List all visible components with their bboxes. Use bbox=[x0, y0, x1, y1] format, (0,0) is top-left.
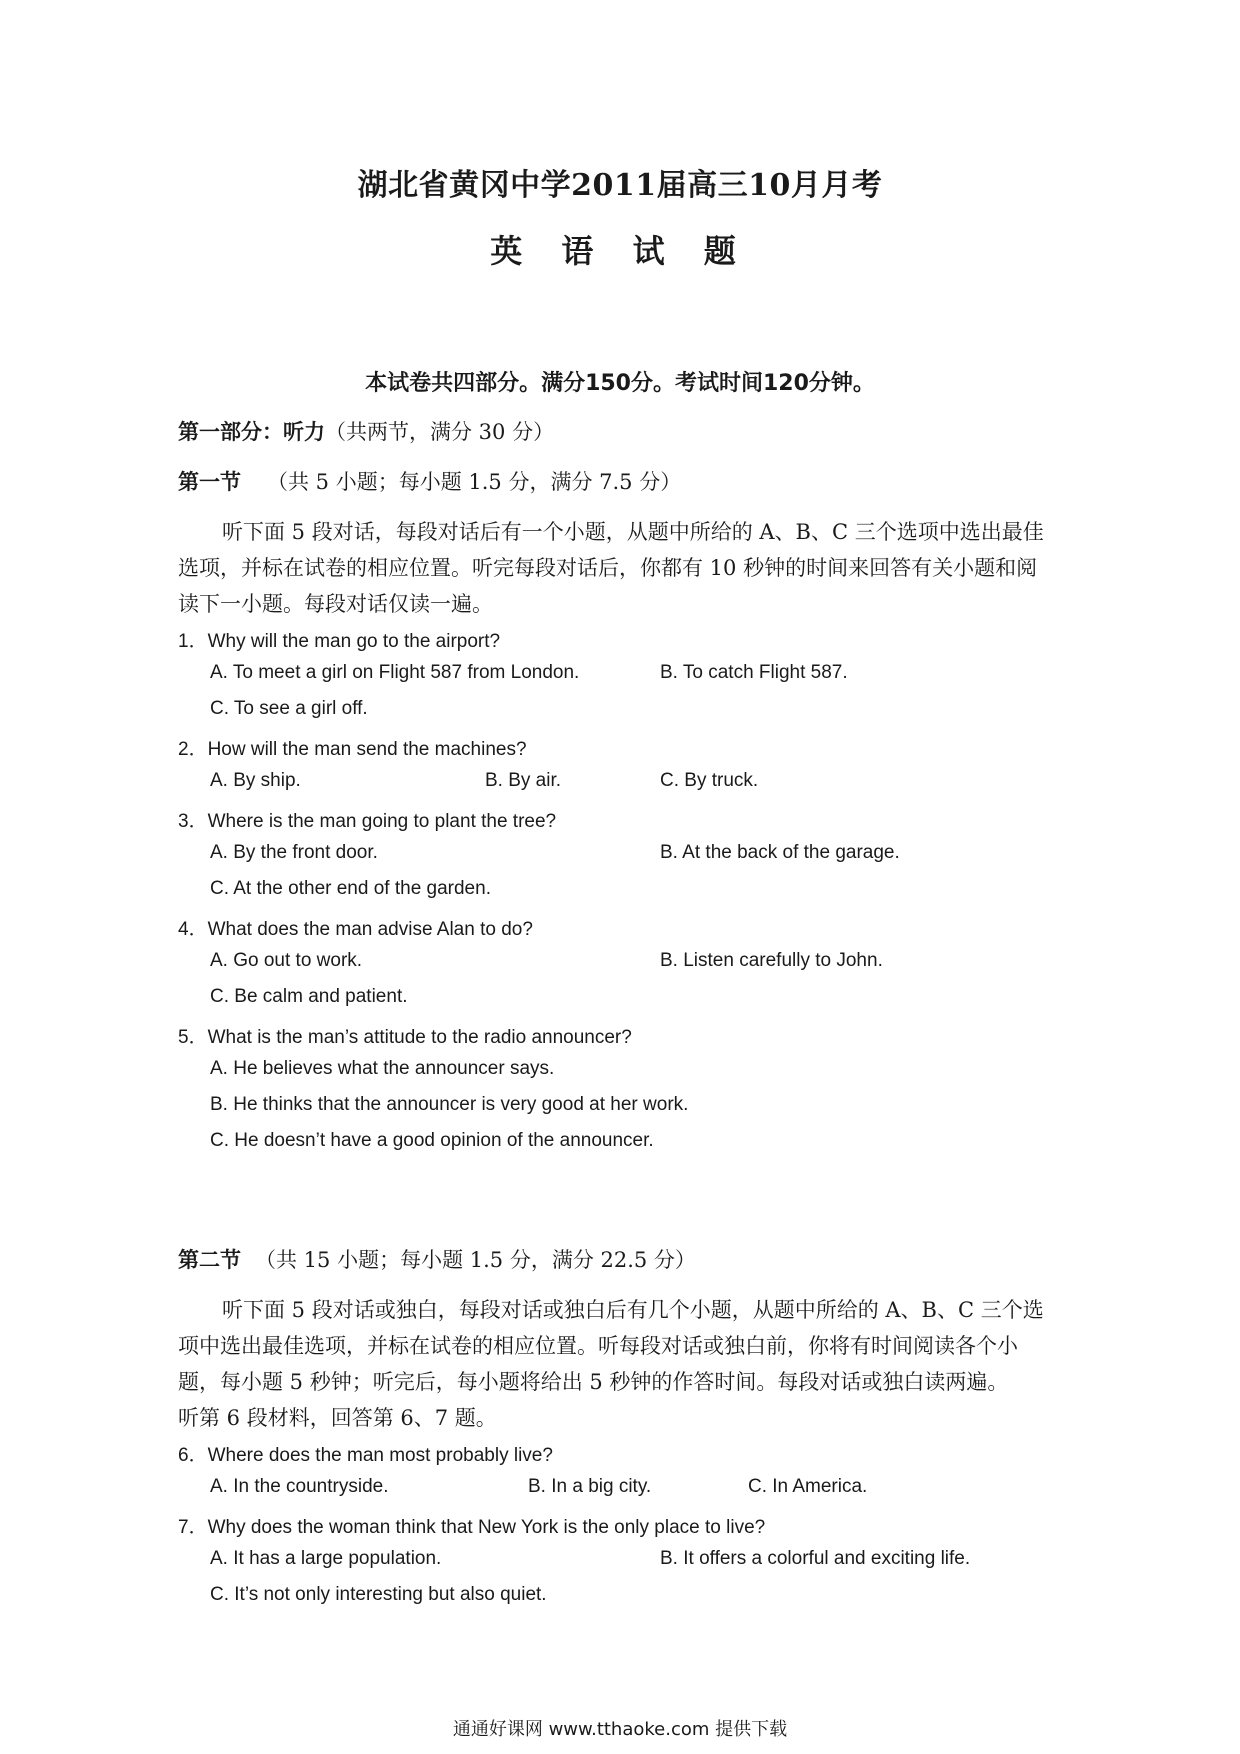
section2-note: （共 15 小题；每小题 1.5 分，满分 22.5 分） bbox=[255, 1248, 696, 1272]
question-text: Why will the man go to the airport? bbox=[207, 631, 501, 652]
option-c: C. To see a girl off. bbox=[210, 698, 368, 719]
question-6 bbox=[178, 1440, 553, 1467]
option-b: B. Listen carefully to John. bbox=[660, 950, 883, 971]
option-b: B. He thinks that the announcer is very good at her work. bbox=[210, 1094, 689, 1115]
option-a: A. It has a large population. bbox=[210, 1548, 442, 1569]
option-b: B. In a big city. bbox=[528, 1476, 652, 1497]
material-6-label: 听第 6 段材料，回答第 6、7 题。 bbox=[178, 1406, 497, 1430]
option-c: C. It’s not only interesting but also quiet. bbox=[210, 1584, 547, 1605]
option-a: A. By the front door. bbox=[210, 842, 378, 863]
exam-intro: 本试卷共四部分。满分150分。考试时间120分钟。 bbox=[365, 371, 875, 396]
question-text: Why does the woman think that New York is the only place to live? bbox=[207, 1517, 766, 1538]
part1-heading-line bbox=[178, 416, 554, 446]
section2-instructions-2: 项中选出最佳选项，并标在试卷的相应位置。听每段对话或独白前，你将有时间阅读各个小 bbox=[178, 1334, 1018, 1358]
exam-subtitle: 英 语 试 题 bbox=[490, 232, 750, 270]
section1-instructions-3: 读下一小题。每段对话仅读一遍。 bbox=[178, 592, 493, 616]
option-a: A. By ship. bbox=[210, 770, 301, 791]
option-b: B. By air. bbox=[485, 770, 562, 791]
section2-instructions-3: 题，每小题 5 秒钟；听完后，每小题将给出 5 秒钟的作答时间。每段对话或独白读两遍。 bbox=[178, 1370, 1009, 1394]
part1-note: （共两节，满分 30 分） bbox=[325, 420, 555, 444]
option-b: B. To catch Flight 587. bbox=[660, 662, 848, 683]
question-5 bbox=[178, 1022, 632, 1049]
option-c: C. Be calm and patient. bbox=[210, 986, 408, 1007]
option-b: B. At the back of the garage. bbox=[660, 842, 900, 863]
section2-heading: 第二节 bbox=[178, 1248, 241, 1272]
option-a: A. Go out to work. bbox=[210, 950, 363, 971]
question-number: 3． bbox=[178, 811, 208, 832]
footer-text: 通通好课网 www.tthaoke.com 提供下载 bbox=[452, 1719, 788, 1740]
option-c: C. In America. bbox=[748, 1476, 868, 1497]
question-number: 6． bbox=[178, 1445, 208, 1466]
question-text: Where is the man going to plant the tree? bbox=[207, 811, 557, 832]
section1-heading-line bbox=[178, 466, 681, 496]
option-a: A. To meet a girl on Flight 587 from London. bbox=[210, 662, 580, 683]
question-4 bbox=[178, 914, 533, 941]
part1-heading: 第一部分：听力 bbox=[178, 420, 325, 444]
option-c: C. At the other end of the garden. bbox=[210, 878, 491, 899]
section1-note: （共 5 小题；每小题 1.5 分，满分 7.5 分） bbox=[267, 470, 682, 494]
option-a: A. In the countryside. bbox=[210, 1476, 389, 1497]
section2-heading-line bbox=[178, 1244, 696, 1274]
section1-heading: 第一节 bbox=[178, 470, 241, 494]
question-number: 2． bbox=[178, 739, 208, 760]
question-text: What does the man advise Alan to do? bbox=[207, 919, 533, 940]
question-number: 4． bbox=[178, 919, 208, 940]
question-number: 1． bbox=[178, 631, 208, 652]
section1-instructions-2: 选项，并标在试卷的相应位置。听完每段对话后，你都有 10 秒钟的时间来回答有关小题和阅 bbox=[178, 556, 1038, 580]
option-b: B. It offers a colorful and exciting life. bbox=[660, 1548, 971, 1569]
question-text: What is the man’s attitude to the radio announcer? bbox=[207, 1027, 632, 1048]
option-a: A. He believes what the announcer says. bbox=[210, 1058, 555, 1079]
option-c: C. He doesn’t have a good opinion of the announcer. bbox=[210, 1130, 654, 1151]
exam-title: 湖北省黄冈中学2011届高三10月月考 bbox=[357, 168, 883, 203]
section1-instructions-1: 听下面 5 段对话，每段对话后有一个小题，从题中所给的 A、B、C 三个选项中选出最佳 bbox=[222, 520, 1044, 544]
question-3 bbox=[178, 806, 556, 833]
question-number: 5． bbox=[178, 1027, 208, 1048]
question-7 bbox=[178, 1512, 765, 1539]
question-text: How will the man send the machines? bbox=[207, 739, 527, 760]
section2-instructions-1: 听下面 5 段对话或独白，每段对话或独白后有几个小题，从题中所给的 A、B、C 三个选 bbox=[222, 1298, 1044, 1322]
question-number: 7． bbox=[178, 1517, 208, 1538]
question-2 bbox=[178, 734, 527, 761]
question-text: Where does the man most probably live? bbox=[207, 1445, 553, 1466]
question-1 bbox=[178, 626, 500, 653]
option-c: C. By truck. bbox=[660, 770, 759, 791]
